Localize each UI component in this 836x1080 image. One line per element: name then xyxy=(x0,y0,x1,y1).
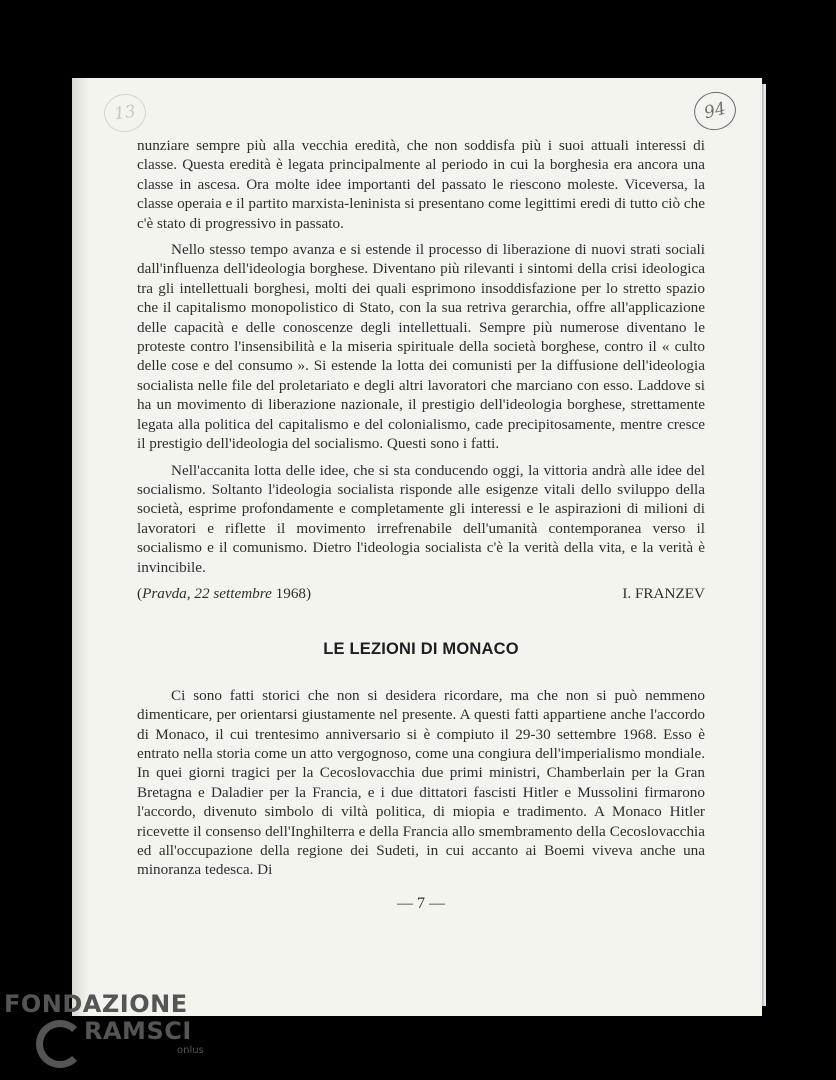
watermark-suffix: onlus xyxy=(177,1045,204,1056)
watermark-g-logo-icon xyxy=(36,1020,84,1068)
binding-shadow xyxy=(72,78,88,1016)
faint-archive-number: 13 xyxy=(102,91,149,134)
archive-page-number: 94 xyxy=(690,87,740,134)
paragraph: Ci sono fatti storici che non si desidera ricordare, ma che non si può nemmeno dimenticare, per orientarsi giustamente nel presente. A questi fatti appartiene anche l'accordo di Monaco, il cui trentesimo anniversario si è compiuto il 29-30 settembre 1968. Esso è entrato nella storia come un atto vergognoso, come una congiura dell'imperialismo mondiale. In quei giorni tragici per la Cecoslovacchia due primi ministri, Chamberlain per la Gran Bretagna e Daladier per la Francia, e i due dittatori fascisti Hitler e Mussolini firmarono l'accordo, divenuto simbolo di viltà politica, di miopia e tradimento. A Monaco Hitler ricevette il consenso dell'Inghilterra e della Francia allo smembramento della Cecoslovacchia ed all'occupazione della regione dei Sudeti, in cui accanto ai Boemi viveva anche una minoranza tedesca. Di xyxy=(137,686,705,879)
paragraph: Nello stesso tempo avanza e si estende il processo di liberazione di nuovi strati sociali dall'influenza dell'ideologia borghese. Diventano più rilevanti i sintomi della crisi ideologica tra gli intellettuali borghesi, molti dei quali esprimono insoddisfazione per lo stretto spazio che il capitalismo monopolistico di Stato, con la sua retriva gerarchia, offre all'applicazione delle capacità e delle conoscenze degli intellettuali. Sempre più numerose diventano le proteste contro l'insensibilità e la miseria spirituale della società borghese, contro il « culto delle cose e del consumo ». Si estende la lotta dei comunisti per la diffusione dell'ideologia socialista nelle file del proletariato e degli altri lavoratori che marciano con esso. Laddove si ha un movimento di liberazione nazionale, il prestigio dell'ideologia borghese, strettamente legata alla politica del capitalismo e del colonialismo, cade precipitosamente, mentre cresce il prestigio dell'ideologia del socialismo. Questi sono i fatti. xyxy=(137,241,705,453)
source-title: Pravda xyxy=(142,584,187,602)
watermark-line2: RAMSCI xyxy=(84,1017,192,1045)
article-text xyxy=(137,136,705,913)
source-citation xyxy=(137,584,705,603)
page-number: — 7 — xyxy=(397,894,445,912)
source-date: , 22 settembre xyxy=(186,584,272,602)
document-page xyxy=(72,78,762,1016)
watermark-line1: FONDAZIONE xyxy=(4,990,188,1018)
source-year: 1968) xyxy=(271,584,312,602)
author-name: I. FRANZEV xyxy=(622,584,705,602)
section-title: LE LEZIONI DI MONACO xyxy=(323,640,519,659)
fondazione-gramsci-watermark xyxy=(2,990,212,1075)
paragraph: Nell'accanita lotta delle idee, che si sta conducendo oggi, la vittoria andrà alle idee del socialismo. Soltanto l'ideologia socialista risponde alle esigenze vitali dello sviluppo della società, esprime profondamente e completamente gli interessi e le aspirazioni di milioni di lavoratori e riflette il movimento irrefrenabile dell'umanità contemporanea verso il socialismo e il comunismo. Dietro l'ideologia socialista c'è la verità della vita, e la verità è invincibile. xyxy=(137,461,705,576)
paragraph: nunziare sempre più alla vecchia eredità, che non soddisfa più i suoi attuali interessi di classe. Questa eredità è legata principalmente al periodo in cui la borghesia era ancora una classe in ascesa. Ora molte idee importanti del passato le riescono moleste. Viceversa, la classe operaia e il partito marxista-leninista si presentano come legittimi eredi di tutto ciò che c'è stato di progressivo in passato. xyxy=(137,137,705,232)
citation: (Pravda, 22 settembre 1968) xyxy=(137,584,312,602)
